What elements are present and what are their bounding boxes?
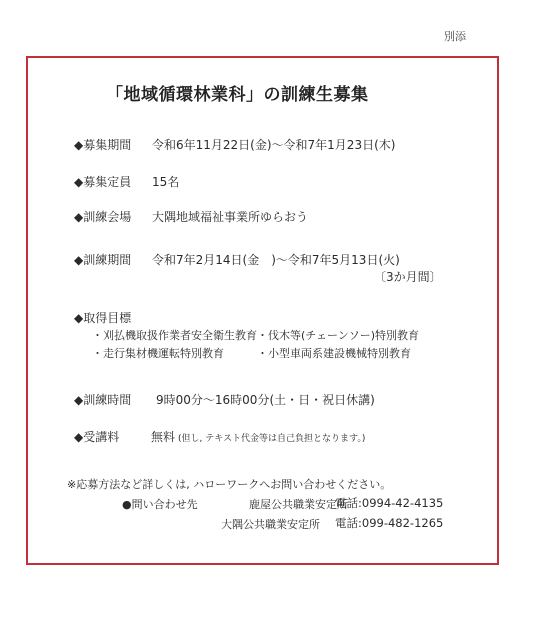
hours-value: 9時00分～16時00分(土・日・祝日休講)	[156, 393, 375, 407]
capacity-value: 15名	[152, 175, 180, 189]
venue-value: 大隅地域福祉事業所ゆらおう	[152, 210, 309, 224]
recruit-period-label: ◆募集期間	[74, 138, 132, 152]
fee-label: ◆受講料	[74, 430, 120, 444]
recruit-period-value: 令和6年11月22日(金)～令和7年1月23日(木)	[152, 138, 396, 152]
qualifications-label: ◆取得目標	[74, 311, 132, 325]
contact-tel-osumi: 電話:099-482-1265	[335, 516, 444, 530]
contact-office-kanoya: 鹿屋公共職業安定所	[249, 498, 348, 511]
qualification-line-2b: ・小型車両系建設機械特別教育	[257, 347, 411, 360]
notice-title: 「地域循環林業科」の訓練生募集	[106, 85, 369, 105]
inquiry-note: ※応募方法など詳しくは, ハローワークへお問い合わせください。	[67, 478, 392, 491]
venue-label: ◆訓練会場	[74, 210, 132, 224]
qualification-line-1: ・刈払機取扱作業者安全衛生教育・伐木等(チェーンソー)特別教育	[92, 329, 420, 342]
training-duration: 〔3か月間〕	[374, 270, 442, 284]
fee-value: 無料	[151, 430, 176, 444]
capacity-label: ◆募集定員	[74, 175, 132, 189]
contact-tel-kanoya: 電話:0994-42-4135	[335, 496, 444, 510]
hours-label: ◆訓練時間	[74, 393, 132, 407]
contact-label: ●問い合わせ先	[122, 498, 198, 511]
fee-note: (但し, テキスト代金等は自己負担となります。)	[178, 434, 366, 444]
contact-office-osumi: 大隅公共職業安定所	[221, 518, 320, 531]
attachment-label: 別添	[444, 30, 466, 43]
training-period-label: ◆訓練期間	[74, 253, 132, 267]
training-period-value: 令和7年2月14日(金 )～令和7年5月13日(火)	[152, 253, 400, 267]
qualification-line-2a: ・走行集材機運転特別教育	[92, 347, 224, 360]
